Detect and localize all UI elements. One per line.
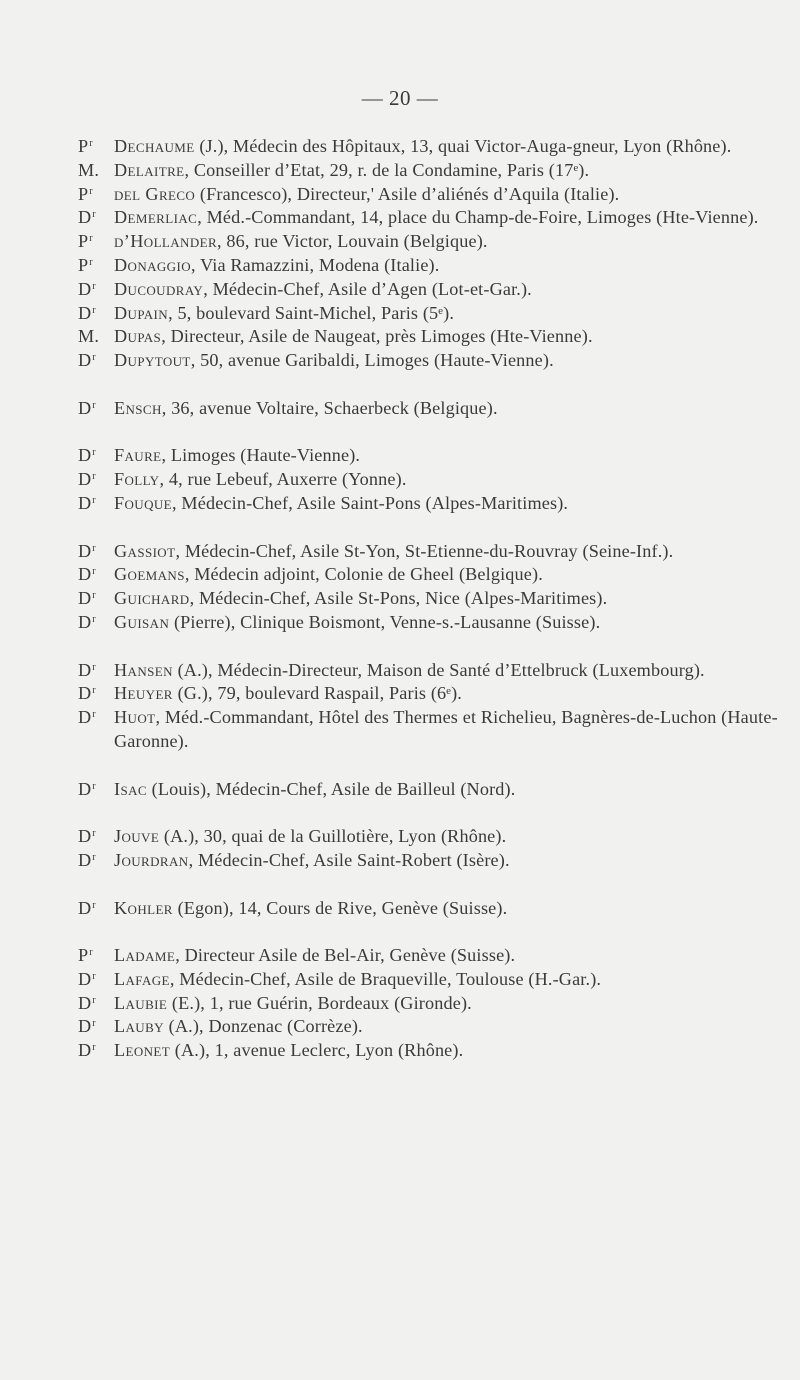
entry-name: Ducoudray [114, 278, 204, 299]
entry-title: $D^r$ [78, 469, 96, 490]
entry-title: M. [78, 159, 100, 180]
entry-body [114, 468, 778, 492]
entry-details: (Pierre), Clinique Boismont, Venne-s.-Lausanne (Suisse). [169, 611, 601, 632]
entry-details: , Médecin-Chef, Asile St-Yon, St-Etienne-du-Rouvray (Seine-Inf.). [175, 540, 674, 561]
list-item [78, 135, 778, 159]
entry-details: (A.), 1, avenue Leclerc, Lyon (Rhône). [170, 1040, 464, 1061]
entry-body [114, 682, 778, 706]
entry-name: Jouve [114, 826, 160, 847]
entry-name: d’Hollander [114, 231, 218, 252]
entry-details: , Médecin-Chef, Asile Saint-Pons (Alpes-Maritimes). [172, 492, 569, 513]
entry-title: $D^r$ [78, 350, 96, 371]
list-item [78, 992, 778, 1016]
entry-body [114, 444, 778, 468]
list-item [78, 254, 778, 278]
entry-details: , Médecin adjoint, Colonie de Gheel (Belgique). [184, 564, 543, 585]
list-item [78, 302, 778, 326]
entry-title: $D^r$ [78, 278, 96, 299]
list-item [78, 278, 778, 302]
entry-title: $D^r$ [78, 659, 96, 680]
entry-name: del Greco [114, 183, 196, 204]
list-item [78, 968, 778, 992]
entry-body [114, 349, 778, 373]
member-list [78, 135, 778, 1063]
entry-details: , 4, rue Lebeuf, Auxerre (Yonne). [159, 469, 407, 490]
entry-details: , Conseiller d’Etat, 29, r. de la Condamine, Paris (17ᵉ). [184, 159, 590, 180]
entry-title: $D^r$ [78, 992, 96, 1013]
entry-title: $D^r$ [78, 492, 96, 513]
list-item [78, 325, 778, 349]
entry-title: $D^r$ [78, 849, 96, 870]
entry-title: $D^r$ [78, 826, 96, 847]
list-item [78, 492, 778, 516]
entry-body [114, 706, 778, 754]
list-item [78, 659, 778, 683]
list-item [78, 849, 778, 873]
entry-name: Dupain [114, 302, 169, 323]
entry-details: (J.), Médecin des Hôpitaux, 13, quai Victor-Auga-gneur, Lyon (Rhône). [194, 136, 732, 156]
entry-name: Kohler [114, 897, 173, 918]
entry-body [114, 230, 778, 254]
entry-title: $D^r$ [78, 1016, 96, 1037]
list-item [78, 540, 778, 564]
entry-name: Gassiot [114, 540, 176, 561]
entry-name: Dupas [114, 326, 162, 347]
entry-title: $P^r$ [78, 231, 93, 252]
list-item [78, 611, 778, 635]
entry-name: Guichard [114, 588, 190, 609]
list-item [78, 682, 778, 706]
entry-name: Ladame [114, 945, 176, 966]
entry-details: (A.), 30, quai de la Guillotière, Lyon (Rhône). [159, 826, 507, 847]
entry-body [114, 492, 778, 516]
entry-name: Huot [114, 707, 156, 728]
list-item [78, 944, 778, 968]
list-item [78, 159, 778, 183]
entry-details: , Limoges (Haute-Vienne). [161, 445, 361, 466]
entry-title: $D^r$ [78, 611, 96, 632]
entry-details: (Louis), Médecin-Chef, Asile de Bailleul (Nord). [146, 778, 516, 799]
entry-body [114, 135, 778, 159]
list-item [78, 897, 778, 921]
entry-body [114, 325, 778, 349]
list-item [78, 1015, 778, 1039]
entry-name: Laubie [114, 992, 168, 1013]
entry-body [114, 778, 778, 802]
list-item [78, 397, 778, 421]
entry-name: Isac [114, 778, 147, 799]
entry-body [114, 659, 778, 683]
page-number: — 20 — [361, 86, 439, 110]
list-item [78, 706, 778, 754]
entry-details: , Médecin-Chef, Asile de Braqueville, Toulouse (H.-Gar.). [169, 968, 602, 989]
entry-details: , Méd.-Commandant, 14, place du Champ-de-Foire, Limoges (Hte-Vienne). [197, 207, 759, 228]
entry-details: , 86, rue Victor, Louvain (Belgique). [217, 231, 488, 252]
entry-title: $D^r$ [78, 1040, 96, 1061]
entry-body [114, 1015, 778, 1039]
entry-title: $D^r$ [78, 445, 96, 466]
entry-body [114, 206, 778, 230]
entry-title: M. [78, 326, 100, 347]
entry-name: Faure [114, 445, 162, 466]
entry-title: $D^r$ [78, 540, 96, 561]
entry-body [114, 1039, 778, 1063]
entry-title: $D^r$ [78, 207, 96, 228]
entry-body [114, 587, 778, 611]
entry-body [114, 849, 778, 873]
entry-title: $P^r$ [78, 183, 93, 204]
entry-body [114, 897, 778, 921]
entry-name: Fouque [114, 492, 173, 513]
entry-body [114, 563, 778, 587]
entry-details: , Médecin-Chef, Asile St-Pons, Nice (Alpes-Maritimes). [189, 588, 608, 609]
entry-name: Guisan [114, 611, 170, 632]
entry-title: $D^r$ [78, 968, 96, 989]
list-item [78, 183, 778, 207]
entry-title: $D^r$ [78, 778, 96, 799]
entry-details: (G.), 79, boulevard Raspail, Paris (6ᵉ). [172, 683, 462, 704]
entry-title: $D^r$ [78, 897, 96, 918]
entry-body [114, 254, 778, 278]
entry-details: (Francesco), Directeur,' Asile d’aliénés d’Aquila (Italie). [195, 183, 620, 204]
entry-details: (A.), Donzenac (Corrèze). [163, 1016, 363, 1037]
entry-details: , 36, avenue Voltaire, Schaerbeck (Belgique). [161, 397, 498, 418]
list-item [78, 1039, 778, 1063]
entry-body [114, 825, 778, 849]
entry-details: , Directeur, Asile de Naugeat, près Limoges (Hte-Vienne). [161, 326, 593, 347]
entry-name: Hansen [114, 659, 173, 680]
entry-title: $P^r$ [78, 136, 93, 156]
entry-body [114, 944, 778, 968]
entry-details: , 5, boulevard Saint-Michel, Paris (5ᵉ). [168, 302, 455, 323]
entry-body [114, 397, 778, 421]
entry-details: (A.), Médecin-Directeur, Maison de Santé d’Ettelbruck (Luxembourg). [172, 659, 705, 680]
entry-details: , Médecin-Chef, Asile Saint-Robert (Isère). [188, 849, 510, 870]
entry-name: Ensch [114, 397, 162, 418]
entry-body [114, 302, 778, 326]
entry-body [114, 540, 778, 564]
entry-body [114, 611, 778, 635]
entry-details: (E.), 1, rue Guérin, Bordeaux (Gironde). [167, 992, 472, 1013]
entry-title: $P^r$ [78, 254, 93, 275]
entry-title: $P^r$ [78, 945, 93, 966]
entry-body [114, 992, 778, 1016]
entry-name: Jourdran [114, 849, 189, 870]
entry-title: $D^r$ [78, 302, 96, 323]
entry-details: (Egon), 14, Cours de Rive, Genève (Suisse). [172, 897, 508, 918]
entry-details: , Médecin-Chef, Asile d’Agen (Lot-et-Gar.). [203, 278, 532, 299]
entry-title: $D^r$ [78, 707, 96, 728]
entry-details: , Directeur Asile de Bel-Air, Genève (Suisse). [175, 945, 516, 966]
entry-name: Goemans [114, 564, 185, 585]
entry-title: $D^r$ [78, 397, 96, 418]
entry-details: , 50, avenue Garibaldi, Limoges (Haute-Vienne). [190, 350, 554, 371]
entry-details: , Via Ramazzini, Modena (Italie). [191, 254, 440, 275]
entry-body [114, 183, 778, 207]
entry-name: Lauby [114, 1016, 164, 1037]
list-item [78, 587, 778, 611]
entry-body [114, 968, 778, 992]
entry-body [114, 159, 778, 183]
entry-name: Delaitre [114, 159, 185, 180]
entry-title: $D^r$ [78, 588, 96, 609]
entry-name: Dechaume [114, 136, 195, 156]
entry-name: Leonet [114, 1040, 171, 1061]
entry-name: Folly [114, 469, 160, 490]
list-item [78, 778, 778, 802]
entry-name: Lafage [114, 968, 170, 989]
entry-name: Donaggio [114, 254, 191, 275]
entry-name: Demerliac [114, 207, 198, 228]
entry-details: , Méd.-Commandant, Hôtel des Thermes et Richelieu, Bagnères-de-Luchon (Haute-Garonne). [114, 707, 778, 751]
entry-title: $D^r$ [78, 683, 96, 704]
list-item [78, 206, 778, 230]
entry-name: Dupytout [114, 350, 191, 371]
entry-body [114, 278, 778, 302]
list-item [78, 444, 778, 468]
list-item [78, 563, 778, 587]
list-item [78, 349, 778, 373]
list-item [78, 468, 778, 492]
list-item [78, 230, 778, 254]
list-item [78, 825, 778, 849]
entry-name: Heuyer [114, 683, 173, 704]
entry-title: $D^r$ [78, 564, 96, 585]
